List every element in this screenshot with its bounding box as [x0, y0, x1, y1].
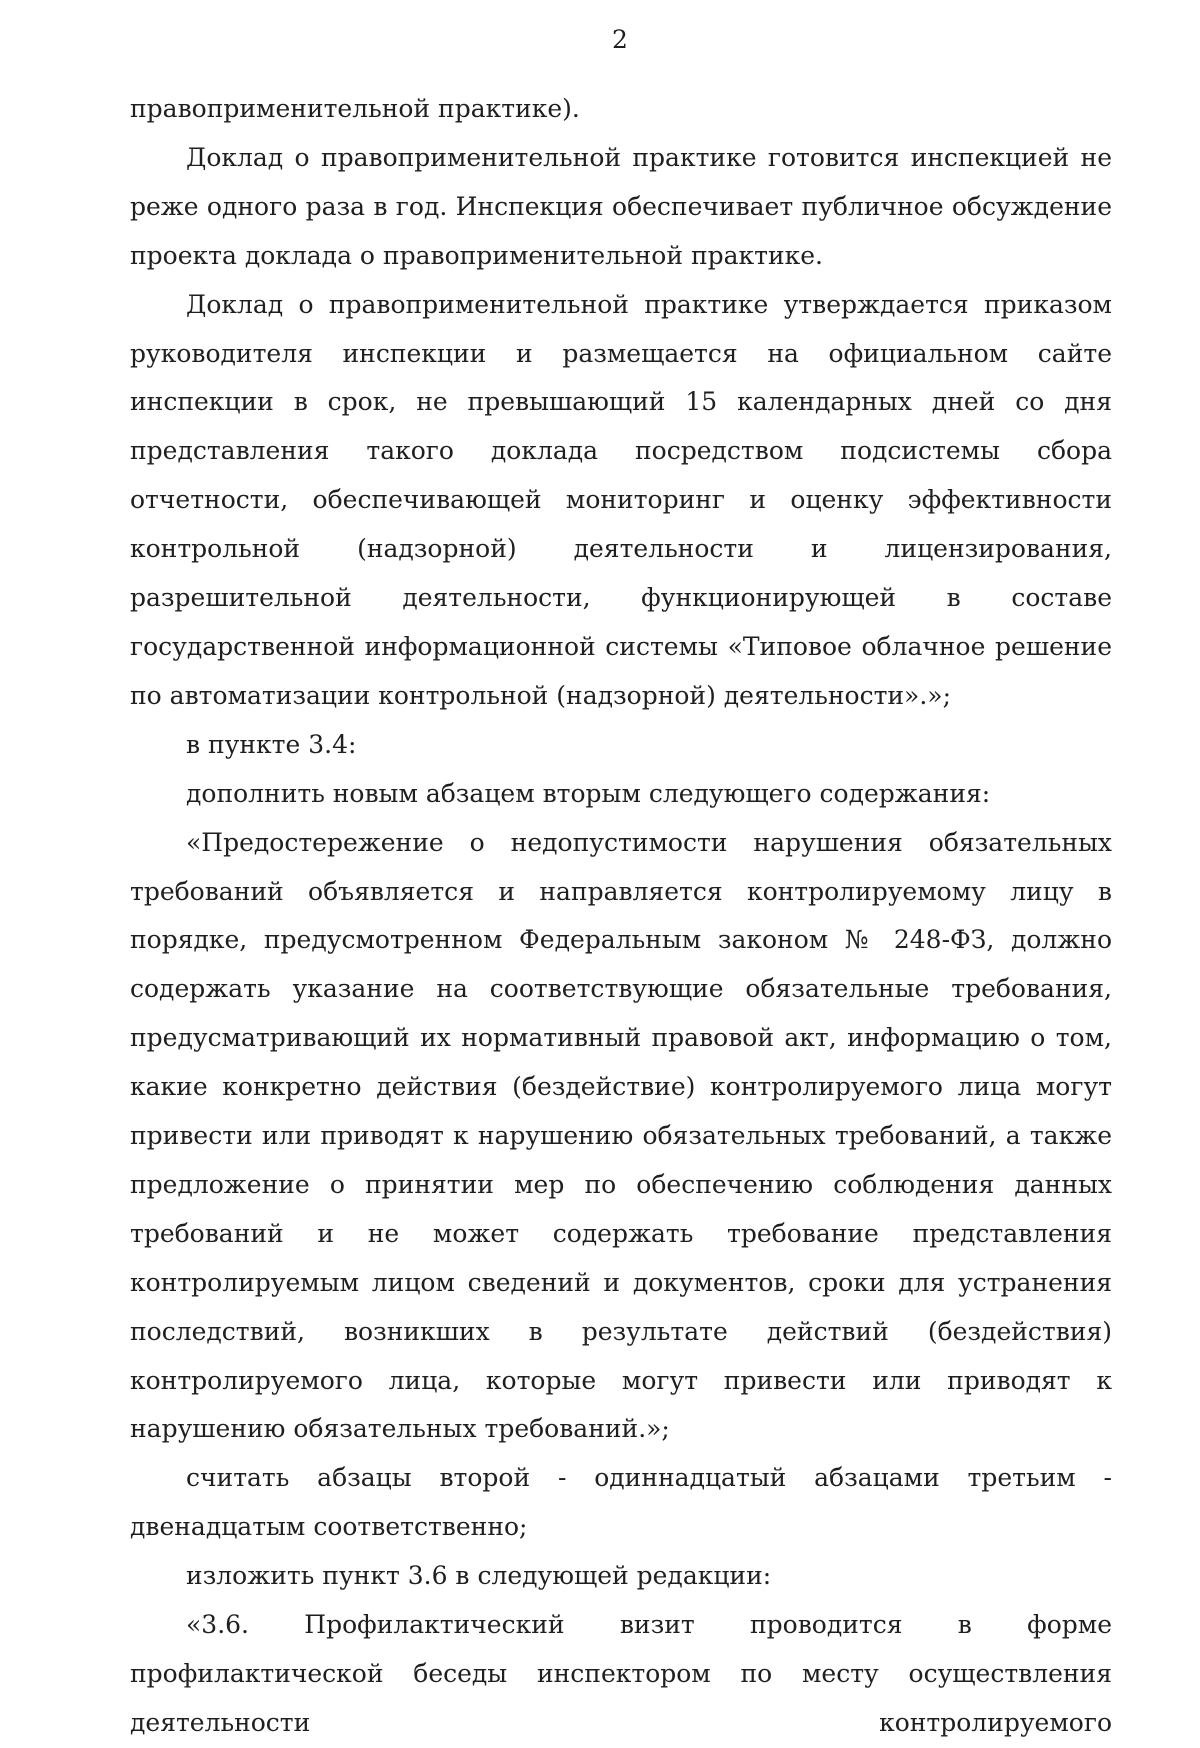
paragraph-add-new: дополнить новым абзацем вторым следующего содержания:: [186, 778, 991, 808]
paragraph-continuation: правоприменительной практике).: [130, 94, 580, 123]
page-number: 2: [612, 25, 628, 54]
paragraph-clause-3-6: «3.6. Профилактический визит проводится в форме профилактической беседы инспектором по месту осуществления деятельности контролируемого: [130, 1610, 1112, 1737]
paragraph-report-frequency: Доклад о правоприменительной практике готовится инспекцией не реже одного раза в год. Инспекция обеспечивает публичное обсуждение проекта доклада о правоприменительной практике.: [130, 142, 1112, 270]
paragraph-clause-3-4: в пункте 3.4:: [186, 729, 357, 759]
paragraph-report-approval: Доклад о правоприменительной практике утверждается приказом руководителя инспекции и размещается на официальном сайте инспекции в срок, не превышающий 15 календарных дней со дня представления такого доклада посредством подсистемы сбора отчетности, обеспечивающей мониторинг и оценку эффективности контрольной (надзорной) деятельности и лицензирования, разрешительной деятельности, функционирующей в составе государственной информационной системы «Типовое облачное решение по автоматизации контрольной (надзорной) деятельности».»;: [130, 289, 1112, 710]
paragraph-warning-text: «Предостережение о недопустимости нарушения обязательных требований объявляется и направляется контролируемому лицу в порядке, предусмотренном Федеральным законом № 248-ФЗ, должно содержать указание на соответствующие обязательные требования, предусматривающий их нормативный правовой акт, информацию о том, какие конкретно действия (бездействие) контролируемого лица могут привести или приводят к нарушению обязательных требований, а также предложение о принятии мер по обеспечению соблюдения данных требований и не может содержать требование представления контролируемым лицом сведений и документов, сроки для устранения последствий, возникших в результате действий (бездействия) контролируемого лица, которые могут привести или приводят к нарушению обязательных требований.»;: [130, 827, 1112, 1444]
paragraph-clause-3-6-intro: изложить пункт 3.6 в следующей редакции:: [186, 1561, 772, 1591]
document-body: [130, 85, 1112, 1748]
paragraph-renumber: считать абзацы второй - одиннадцатый абзацами третьим - двенадцатым соответственно;: [130, 1463, 1112, 1542]
